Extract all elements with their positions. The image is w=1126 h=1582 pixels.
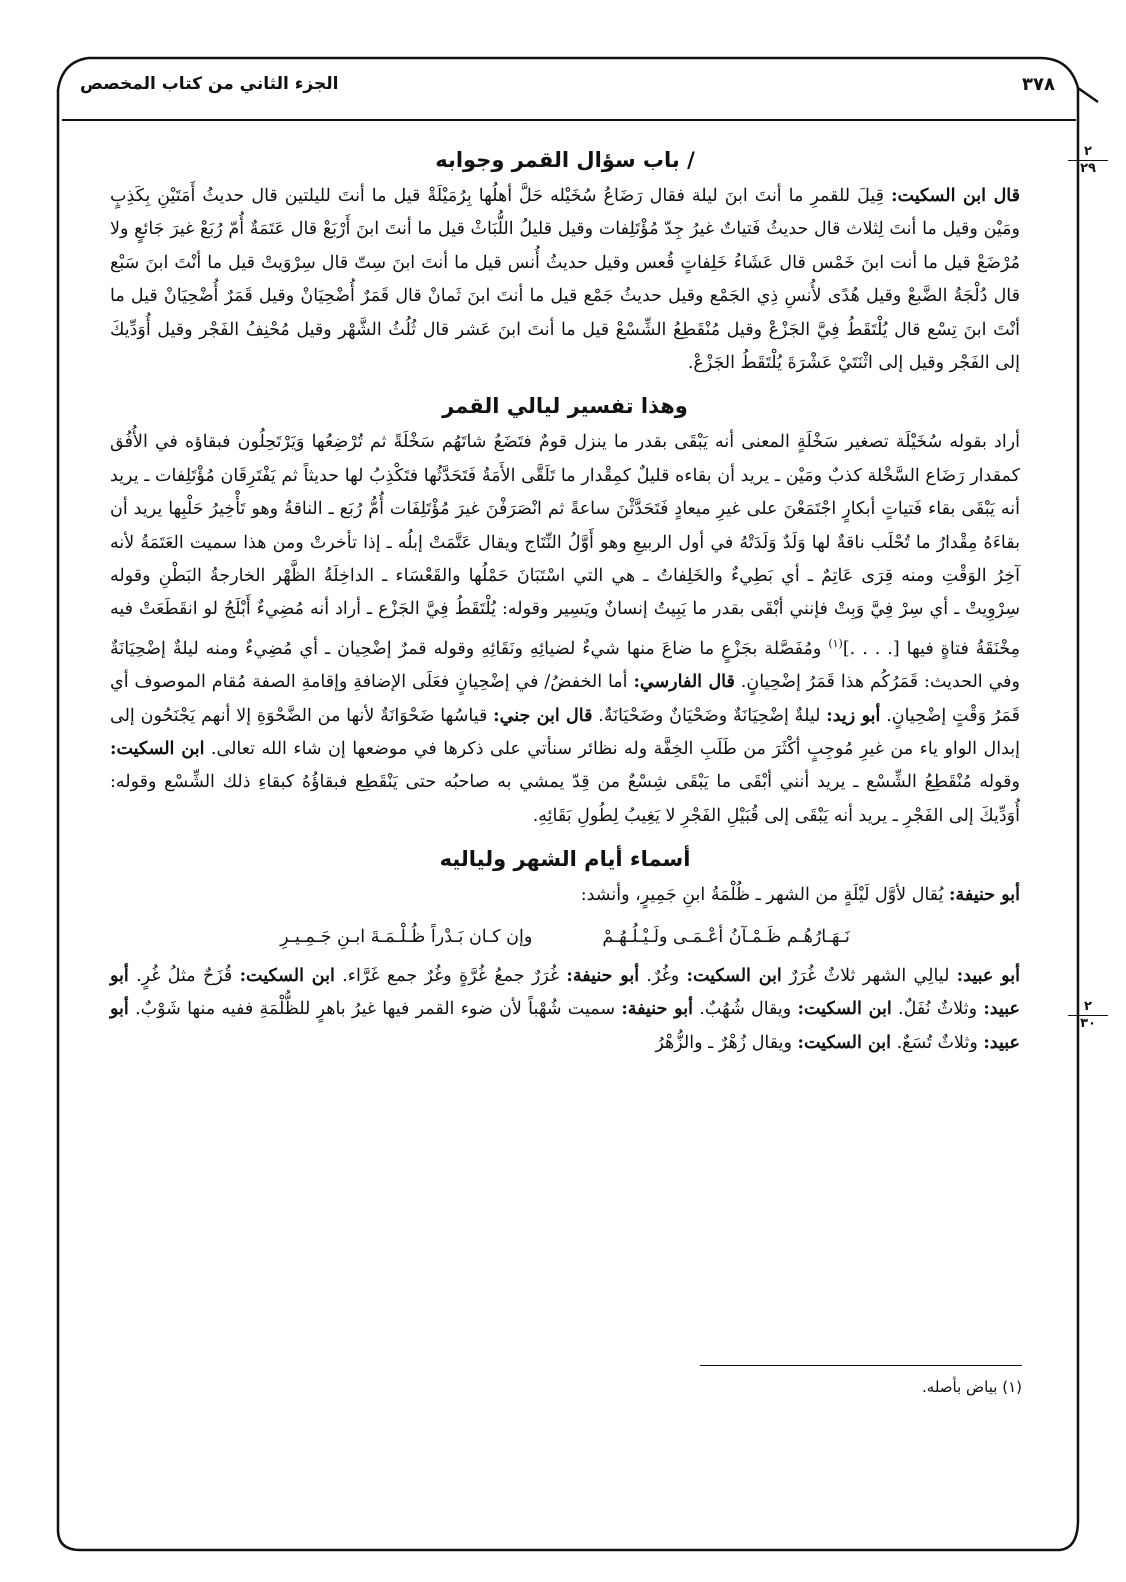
speaker-abu-hanifa: أبو حنيفة: [566,965,640,986]
speaker-ibn-al-sikkit: ابن السكيت: [797,1032,892,1053]
running-header-title: الجزء الثاني من كتاب المخصص [80,74,339,94]
margin-reference-2-top: ٢ [1068,1000,1108,1016]
footnote-divider [700,1365,1022,1366]
paragraph-text: أراد بقوله سُخَيْلَة تصغير سَخْلَةٍ المعنى أنه يَبْقَى بقدر ما ينزل قومٌ فتَضَعُ شاتَهُم سَخْلَةً ثم تُرْضِعُها وَيَرْتَحِلُون فبقاؤه في الأُفُق كمقدار رَضَاع السَّخْلة كذبٌ ومَيْن ـ يريد أن بقاءه قليلٌ كمِقْدار ما تَلَقَّى الأَمَةُ فَتَحَدَّثُها فتَكْذِبُ لها حديثاً ثم يَفْتَرِقَان مُؤْتَلِفات ـ يريد أنه يَبْقَى بقاء فَتياتٍ أبكارٍ اجْتَمَعْنَ على غيرِ ميعادٍ فَتَحَدَّثْنَ ساعةً ثم انْصَرَفْنَ غيرَ مُؤْتَلِفَات أُمُّ رُبَع ـ الناقةُ وهو تَأْخِيرُ حَلْبِها يريد أن بقاءَهُ مِقْدارُ ما تُحْلَب ناقةٌ لها وَلَدٌ وَلَدَتْهُ في أول الربيعِ وهو أَوَّلُ النِّتَاج ويقال عَتَّمَتْ إبلُه ـ إذا تأخرتْ ومن هذا سميت العَتَمَةُ لأنه آخِرُ الوَقْتِ ومنه قِرَى عَاتِمٌ ـ أي بَطِيءٌ والخَلِفاتُ ـ هي التي اسْتَبَانَ حَمْلُها والقَعْسَاء ـ الداخِلَةُ الظَّهْر الخارجةُ البَطْنِ وقوله سِرْوِيتْ ـ أي سِرْ فِيَّ وَبِتْ فإنني أبْقَى بقدر ما يَبِيتُ إنسانٌ ويَسِير وقوله: يُلْتَقَطُ فِيَّ الجَزْع ـ أراد أنه مُضِيءٌ أَبْلَجُ لو انقَطَعَتْ فيه مِخْنَقَةُ فتاةٍ فيها [. . . .] [110,432,1020,659]
paragraph-text: وثلاثٌ نُفَلٌ. [898,999,984,1020]
paragraph-text: قياسُها ضَحْوَانَةٌ لأنها من الضَّحْوَةِ إلا أنهم يَجْنَحُون إلى إبدال الواو ياء من غيرِ مُوجِبٍ أكْثَرَ من طَلَبِ الخِفَّة وله نظائر سنأتي على ذكرها في موضعها إن شاء الله تعالى. [110,705,1020,759]
paragraph-text: ويقال زُهْرٌ ـ والزُّهْرُ [655,1032,798,1053]
page-number: ٣٧٨ [1022,74,1055,95]
speaker-ibn-al-sikkit: ابن السكيت: [110,738,205,759]
paragraph-text: وقوله مُنْقَطِعُ الشِّسْع ـ يريد أنني أبْقَى ما يَبْقَى شِسْعٌ من قِدّ يمشي به صاحبُه حتى يَنْقَطِع فبقاؤُهُ كبقاءِ ذلك الشِّسْع وقوله: أُوَدِّيكَ إلى الفَجْرِ ـ يريد أنه يَبْقَى إلى قُبَيْلِ الفَجْرِ لا يَغِيبُ لِطُولِ بَقَائِهِ. [110,772,1020,826]
paragraph-moon-questions [110,180,1020,380]
speaker-ibn-jinni: قال ابن جني: [493,705,593,726]
speaker-abu-zayd: أبو زيد: [826,705,881,726]
margin-reference-1-bottom: ٢٩ [1080,161,1096,176]
paragraph-text: أما الخفضُ/ في إضْحِيانٍ فعَلَى الإضافةِ وإقامةِ الصفة مُقام الموصوف أي قَمَرُ وَقْتٍ إضْحِيانٍ. [110,672,1020,726]
speaker-abu-ubayd: أبو عبيد: [110,965,1020,1020]
paragraph-text: يُقال لأوَّل لَيْلَةٍ من الشهر ـ ظُلْمَةُ ابنِ جَمِيرٍ، وأنشد: [580,885,950,906]
paragraph-text: ويقال شُهُبٌ. [699,999,798,1020]
paragraph-text: غُرَرٌ جمعُ غُرَّةٍ وغُرٌ جمع غَرَّاء. [342,965,567,986]
paragraph-month-nights [110,960,1020,1060]
speaker-abu-hanifa: أبو حنيفة: [949,885,1020,906]
footnote-marker[interactable]: (١) [828,636,843,650]
speaker-ibn-al-sikkit: ابن السكيت: [239,965,335,986]
speaker-ibn-al-sikkit: ابن السكيت: [686,965,782,986]
paragraph-text: قُزَحٌ مثلُ غُرٍ. [136,965,240,986]
verse-second-hemistich: وإن كـان بَـدْراً ظُـلْـمَـةَ ابـنِ جَـمِـيـرِ [280,926,533,947]
paragraph-text: ومُفَصَّلة بجَزْعٍ ما ضاعَ منها شيءٌ لضيائِهِ ونَقَائِهِ وقوله قمرٌ إضْحِيان ـ أي مُضِيءٌ ومنه ليلةٌ إضْحِيَانَةٌ وفي الحديث: قَمَرُكُم هذا قَمَرُ إضْحِيانٍ. [110,638,1020,693]
speaker-ibn-al-sikkit: ابن السكيت: [797,999,892,1020]
paragraph-moon-nights-explanation [110,426,1020,833]
poetry-verse [110,921,1020,954]
paragraph-text: وثلاثٌ تُسَعٌ. [896,1032,984,1053]
speaker-abu-hanifa: أبو حنيفة: [621,999,693,1020]
margin-reference-1-top: ٢ [1068,145,1108,161]
verse-first-hemistich: نَـهَـارُهُـم ظَـمْـآنُ أعْـمَـى ولَـيْـلُـهُـمْ [602,926,850,947]
paragraph-text: ليلةٌ إضْحِيَانَةٌ وضَحْيَانٌ وضَحْيَانَةٌ. [598,705,827,726]
speaker-ibn-al-sikkit: قال ابن السكيت: [891,186,1020,206]
margin-reference-1 [1068,145,1108,176]
section-heading-month-days: أسماء أيام الشهر ولياليه [439,847,691,872]
footnote: (١) بياض بأصله. [922,1378,1022,1396]
paragraph-text: قِيلَ للقمرِ ما أنتَ ابنَ ليلة فقال رَضَاعُ سُخَيْله حَلَّ أهلُها بِرُمَيْلَةْ قيل ما أنتَ لليلتين قال حديثُ أَمَتَيْنِ بِكَذِبٍ ومَيْن وقيل ما أنتَ لِثلاث قال حديثُ فَتياتٌ غيرُ جِدّ مُؤْتَلِفات وقيل قليلُ اللُّبَاثْ قيل ما أنتَ ابنَ أَرْبَعْ قال عَتَمَةٌ أُمّ رُبَعْ غيرَ جَائعٍ ولا مُرْضَعْ قيل ما أنت ابنَ خَمْس قال عَشَاءُ خَلِفاتٍ قُعس وقيل حديثُ أُنس قيل ما أنتَ ابنَ سِتّ قال سِرْوَيتْ قيل ما أنْتَ ابنَ سَبْع قال دُلْجَةُ الضَّبعْ وقيل هُدًى لأُنسِ ذِي الجَمْع وقيل حديثُ جَمْع قيل ما أنتَ ابنَ ثَمانْ قال قَمَرٌ أُضْحِيَانْ وقيل قَمَرٌ أُضْحِيَانْ قيل ما أنْتَ ابنَ تِسْع قال يُلْتَقَطُ فِيَّ الجَزْعْ وقيل مُنْقَطِعُ الشِّسْعْ قيل ما أنتَ ابنَ عَشر قال ثُلُثُ الشَّهْر وقيل مُحْنِفُ الفَجْر وقيل أُوَدِّيكَ إلى الفَجْر وقيل إلى اثْنَتَيْ عَشْرَةَ يُلْتَقَطُ الجَزْعْ. [110,186,1020,374]
paragraph-text: وغُرٌ. [646,965,687,986]
page-body [110,140,1020,1060]
speaker-abu-ubayd: أبو عبيد: [956,965,1020,986]
paragraph-abu-hanifa-intro [110,879,1020,912]
paragraph-text: سميت شُهْباً لأن ضوء القمر فيها غيرُ باهرٍ للظُّلْمَةِ ففيه منها شَوْبٌ. [135,999,622,1020]
section-heading-moon-questions: / باب سؤال القمر وجوابه [435,148,695,172]
speaker-abu-ubayd: أبو عبيد: [110,999,1020,1053]
paragraph-text: ليالِي الشهر ثلاثٌ غُرَرٌ [789,965,957,986]
margin-reference-2 [1068,1000,1108,1031]
section-heading-moon-nights: وهذا تفسير ليالي القمر [442,394,688,419]
margin-reference-2-bottom: ٣٠ [1080,1016,1096,1031]
speaker-al-farisi: قال الفارسي: [633,672,735,693]
